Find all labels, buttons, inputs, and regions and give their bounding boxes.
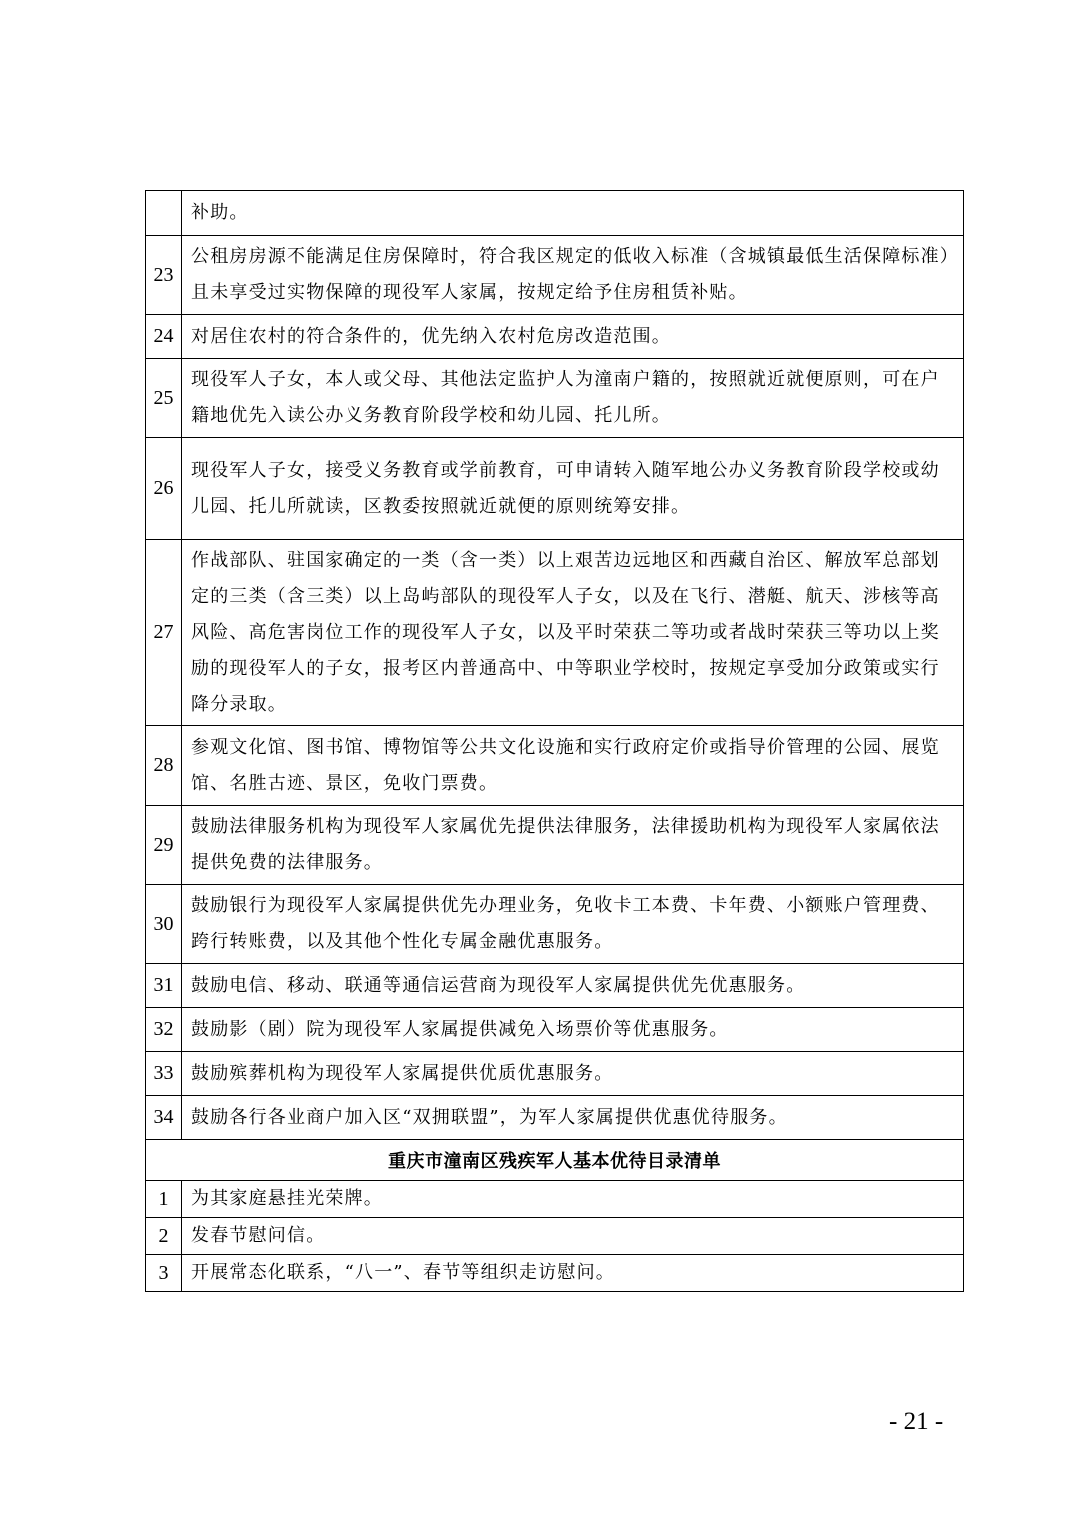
row-text: 对居住农村的符合条件的，优先纳入农村危房改造范围。: [182, 315, 964, 359]
row-number: 1: [146, 1181, 182, 1218]
benefits-table: [145, 190, 964, 1292]
row-text: 鼓励殡葬机构为现役军人家属提供优质优惠服务。: [182, 1052, 964, 1096]
row-text: 鼓励法律服务机构为现役军人家属优先提供法律服务，法律援助机构为现役军人家属依法提供免费的法律服务。: [182, 806, 964, 885]
table-row: [146, 1218, 964, 1255]
row-number: 26: [146, 438, 182, 540]
row-text: 鼓励电信、移动、联通等通信运营商为现役军人家属提供优先优惠服务。: [182, 964, 964, 1008]
table-row: [146, 1255, 964, 1292]
table-row: [146, 315, 964, 359]
row-text: 补助。: [182, 191, 964, 236]
row-text: 发春节慰问信。: [182, 1218, 964, 1255]
row-text: 现役军人子女，接受义务教育或学前教育，可申请转入随军地公办义务教育阶段学校或幼儿园、托儿所就读，区教委按照就近就便的原则统筹安排。: [182, 438, 964, 540]
table-row: [146, 438, 964, 540]
row-number: [146, 191, 182, 236]
row-text: 公租房房源不能满足住房保障时，符合我区规定的低收入标准（含城镇最低生活保障标准）且未享受过实物保障的现役军人家属，按规定给予住房租赁补贴。: [182, 236, 964, 315]
row-number: 24: [146, 315, 182, 359]
row-text: 为其家庭悬挂光荣牌。: [182, 1181, 964, 1218]
row-text: 作战部队、驻国家确定的一类（含一类）以上艰苦边远地区和西藏自治区、解放军总部划定的三类（含三类）以上岛屿部队的现役军人子女，以及在飞行、潜艇、航天、涉核等高风险、高危害岗位工作的现役军人子女，以及平时荣获二等功或者战时荣获三等功以上奖励的现役军人的子女，报考区内普通高中、中等职业学校时，按规定享受加分政策或实行降分录取。: [182, 540, 964, 726]
row-text: 鼓励各行各业商户加入区“双拥联盟”，为军人家属提供优惠优待服务。: [182, 1096, 964, 1140]
row-number: 25: [146, 359, 182, 438]
table-row: [146, 1052, 964, 1096]
row-text: 开展常态化联系，“八一”、春节等组织走访慰问。: [182, 1255, 964, 1292]
table-row: [146, 726, 964, 806]
table-row: [146, 1096, 964, 1140]
row-text: 参观文化馆、图书馆、博物馆等公共文化设施和实行政府定价或指导价管理的公园、展览馆、名胜古迹、景区，免收门票费。: [182, 726, 964, 806]
table-row: [146, 885, 964, 964]
table-row: [146, 540, 964, 726]
row-text: 现役军人子女，本人或父母、其他法定监护人为潼南户籍的，按照就近就便原则，可在户籍地优先入读公办义务教育阶段学校和幼儿园、托儿所。: [182, 359, 964, 438]
row-number: 28: [146, 726, 182, 806]
table-row: [146, 1181, 964, 1218]
table-row: [146, 806, 964, 885]
table-row: [146, 359, 964, 438]
section-title: 重庆市潼南区残疾军人基本优待目录清单: [146, 1140, 964, 1181]
row-number: 31: [146, 964, 182, 1008]
row-number: 33: [146, 1052, 182, 1096]
table-row: [146, 191, 964, 236]
row-number: 32: [146, 1008, 182, 1052]
row-number: 27: [146, 540, 182, 726]
row-text: 鼓励银行为现役军人家属提供优先办理业务，免收卡工本费、卡年费、小额账户管理费、跨行转账费，以及其他个性化专属金融优惠服务。: [182, 885, 964, 964]
table-row: [146, 964, 964, 1008]
row-number: 34: [146, 1096, 182, 1140]
row-number: 2: [146, 1218, 182, 1255]
row-text: 鼓励影（剧）院为现役军人家属提供减免入场票价等优惠服务。: [182, 1008, 964, 1052]
row-number: 30: [146, 885, 182, 964]
row-number: 29: [146, 806, 182, 885]
page-number: - 21 -: [889, 1408, 944, 1435]
table-row: [146, 236, 964, 315]
section-header-row: [146, 1140, 964, 1181]
row-number: 23: [146, 236, 182, 315]
row-number: 3: [146, 1255, 182, 1292]
table-row: [146, 1008, 964, 1052]
